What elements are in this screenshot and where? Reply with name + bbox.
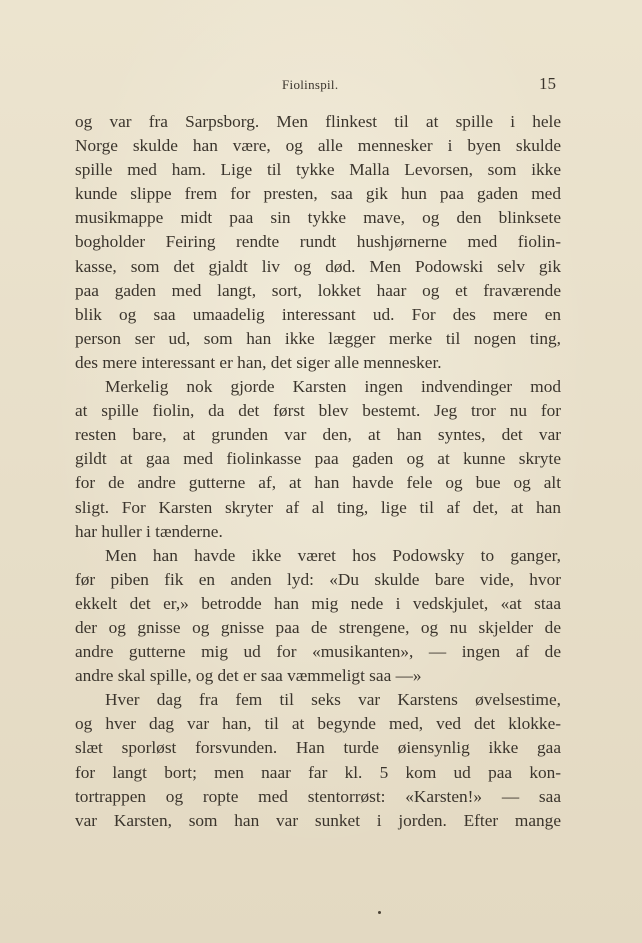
text-line: og var fra Sarpsborg. Men flinkest til at spille i hele — [75, 112, 561, 131]
text-line: der og gnisse og gnisse paa de strengene, og nu skjelder de — [75, 617, 561, 637]
page-number: 15 — [539, 74, 556, 93]
text-line: gildt at gaa med fiolinkasse paa gaden og at kunne skryte — [75, 449, 561, 469]
text-line: var Karsten, som han var sunket i jorden. Efter mange — [75, 810, 561, 830]
text-line: Hver dag fra fem til seks var Karstens øvelsestime, — [105, 690, 561, 710]
text-line: Norge skulde han være, og alle mennesker i byen skulde — [75, 136, 561, 156]
text-line: tortrappen og ropte med stentorrøst: «Karsten!» — saa — [75, 786, 561, 806]
text-line: Merkelig nok gjorde Karsten ingen indvendinger mod — [105, 377, 561, 397]
text-line: person ser ud, som han ikke lægger merke til nogen ting, — [75, 328, 561, 348]
text-line: bogholder Feiring rendte rundt hushjørnerne med fiolin- — [75, 232, 561, 252]
text-line: for langt bort; men naar far kl. 5 kom ud paa kon- — [75, 762, 561, 782]
text-line: ekkelt det er,» betrodde han mig nede i vedskjulet, «at staa — [75, 593, 561, 613]
text-line: for de andre gutterne af, at han havde fele og bue og alt — [75, 473, 561, 493]
text-line: andre gutterne mig ud for «musikanten», — ingen af de — [75, 642, 561, 662]
text-line: andre skal spille, og det er saa væmmeligt saa —» — [75, 666, 422, 686]
paper-speck — [378, 911, 381, 914]
text-line: før piben fik en anden lyd: «Du skulde bare vide, hvor — [75, 569, 561, 589]
text-line: sligt. For Karsten skryter af al ting, lige til af det, at han — [75, 497, 561, 517]
text-line: har huller i tænderne. — [75, 521, 223, 541]
text-line: slæt sporløst forsvunden. Han turde øiensynlig ikke gaa — [75, 738, 561, 758]
text-line: blik og saa umaadelig interessant ud. For des mere en — [75, 304, 561, 324]
text-line: kasse, som det gjaldt liv og død. Men Podowski selv gik — [75, 256, 561, 276]
text-line: Men han havde ikke været hos Podowsky to ganger, — [105, 545, 561, 565]
body-text — [75, 110, 561, 833]
text-line: musikmappe midt paa sin tykke mave, og den blinksete — [75, 208, 561, 228]
running-head: Fiolinspil. — [282, 77, 339, 92]
text-line: spille med ham. Lige til tykke Malla Levorsen, som ikke — [75, 160, 561, 180]
text-line: paa gaden med langt, sort, lokket haar og et fraværende — [75, 280, 561, 300]
text-line: og hver dag var han, til at begynde med, ved det klokke- — [75, 714, 561, 734]
text-line: resten bare, at grunden var den, at han syntes, det var — [75, 425, 561, 445]
text-line: des mere interessant er han, det siger alle mennesker. — [75, 352, 442, 372]
text-line: at spille fiolin, da det først blev bestemt. Jeg tror nu for — [75, 401, 561, 421]
text-line: kunde slippe frem for presten, saa gik hun paa gaden med — [75, 184, 561, 204]
